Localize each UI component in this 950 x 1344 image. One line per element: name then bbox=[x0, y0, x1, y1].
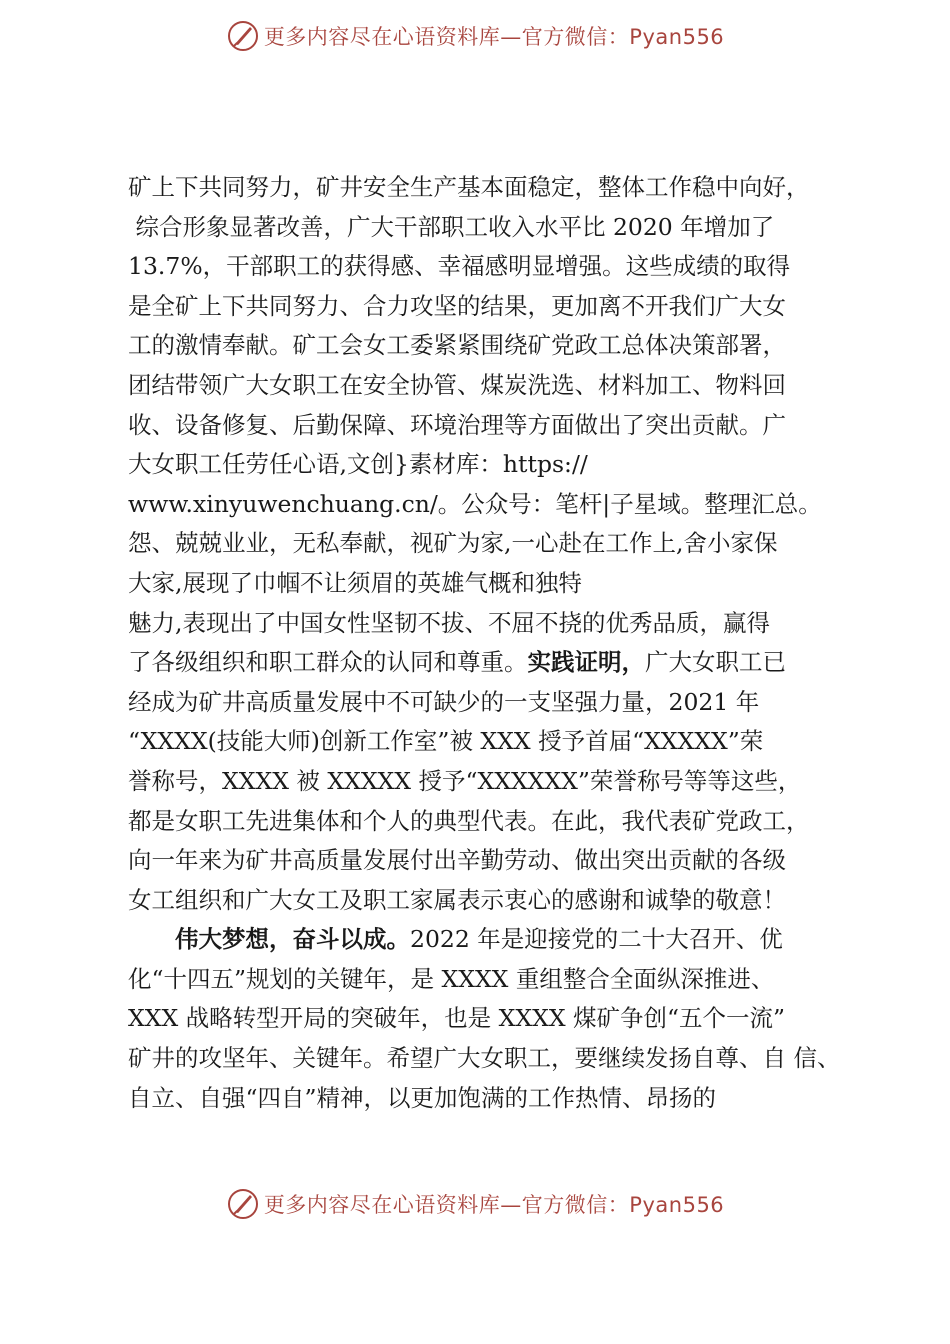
text-line: 魅力,表现出了中国女性坚韧不拔、不屈不挠的优秀品质，赢得 bbox=[128, 608, 770, 637]
text-line: 矿井的攻坚年、关键年。希望广大女职工，要继续发扬自尊、自 信、 bbox=[128, 1044, 841, 1073]
bold-phrase: 伟大梦想，奋斗以成。 bbox=[175, 925, 410, 954]
text-line: www.xinyuwenchuang.cn/。公众号：笔杆|子星域。整理汇总。 bbox=[128, 489, 822, 518]
document-body bbox=[128, 168, 863, 1118]
text-span: 了各级组织和职工群众的认同和尊重。 bbox=[128, 648, 528, 677]
text-span: 广大女职工已 bbox=[645, 648, 786, 677]
text-line: “XXXX(技能大师)创新工作室”被 XXX 授予首届“XXXXX”荣 bbox=[128, 727, 764, 756]
text-span: 2022 年是迎接党的二十大召开、优 bbox=[410, 925, 783, 954]
text-line: 综合形象显著改善，广大干部职工收入水平比 2020 年增加了 bbox=[128, 212, 775, 241]
text-line: 化“十四五”规划的关键年，是 XXXX 重组整合全面纵深推进、 bbox=[128, 964, 775, 993]
text-line: 向一年来为矿井高质量发展付出辛勤劳动、做出突出贡献的各级 bbox=[128, 846, 786, 875]
bold-phrase: 实践证明， bbox=[527, 648, 645, 677]
text-line: 矿上下共同努力，矿井安全生产基本面稳定，整体工作稳中向好， bbox=[128, 173, 810, 201]
text-line: 自立、自强“四自”精神，以更加饱满的工作热情、昂扬的 bbox=[128, 1083, 717, 1112]
footer-watermark bbox=[0, 1182, 950, 1226]
quill-logo-icon bbox=[226, 19, 260, 53]
header-watermark bbox=[0, 14, 950, 58]
text-line bbox=[128, 920, 863, 960]
text-line: 都是女职工先进集体和个人的典型代表。在此，我代表矿党政工， bbox=[128, 806, 810, 835]
text-line: 女工组织和广大女工及职工家属表示衷心的感谢和诚挚的敬意！ bbox=[128, 885, 786, 914]
text-line: 团结带领广大女职工在安全协管、煤炭洗选、材料加工、物料回 bbox=[128, 370, 786, 399]
text-line: 是全矿上下共同努力、合力攻坚的结果，更加离不开我们广大女 bbox=[128, 291, 786, 320]
text-line: 13.7%，干部职工的获得感、幸福感明显增强。这些成绩的取得 bbox=[128, 252, 791, 281]
text-line: 怨、兢兢业业，无私奉献，视矿为家,一心赴在工作上,舍小家保 bbox=[128, 529, 778, 558]
text-line: 誉称号，XXXX 被 XXXXX 授予“XXXXXX”荣誉称号等等这些， bbox=[128, 766, 802, 795]
text-line bbox=[128, 643, 863, 683]
text-line: 工的激情奉献。矿工会女工委紧紧围绕矿党政工总体决策部署， bbox=[128, 331, 786, 360]
text-line: 大家,展现了巾帼不让须眉的英雄气概和独特 bbox=[128, 568, 582, 597]
header-watermark-text: 更多内容尽在心语资料库—官方微信：Pyan556 bbox=[263, 25, 725, 49]
text-line: XXX 战略转型开局的突破年，也是 XXXX 煤矿争创“五个一流” bbox=[128, 1004, 786, 1033]
text-line: 收、设备修复、后勤保障、环境治理等方面做出了突出贡献。广 bbox=[128, 410, 786, 439]
footer-watermark-text: 更多内容尽在心语资料库—官方微信：Pyan556 bbox=[263, 1193, 725, 1217]
text-line: 大女职工任劳任心语,文创}素材库：https:// bbox=[128, 450, 588, 479]
quill-logo-icon bbox=[226, 1187, 260, 1221]
text-line: 经成为矿井高质量发展中不可缺少的一支坚强力量，2021 年 bbox=[128, 687, 760, 716]
